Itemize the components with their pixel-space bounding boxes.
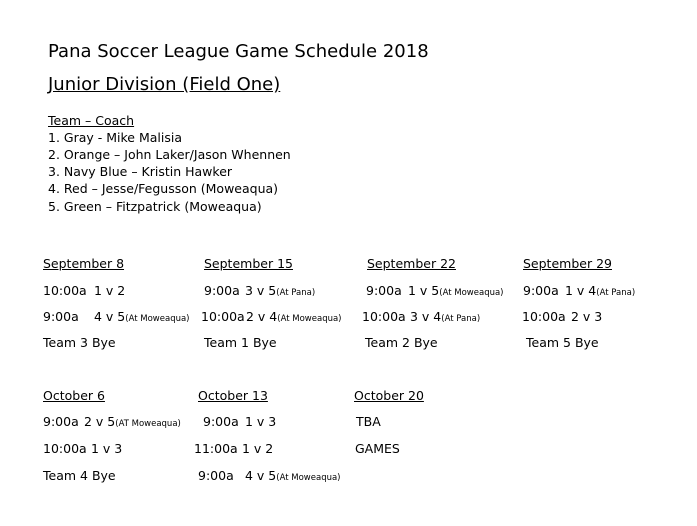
game-match: 2 v 4 — [246, 309, 278, 324]
game-line — [94, 311, 190, 324]
game-match: 1 v 3 — [91, 441, 123, 456]
game-time: 9:00a — [523, 283, 559, 298]
team-item: 5. Green – Fitzpatrick (Moweaqua) — [48, 199, 262, 214]
game-time: 9:00a — [204, 283, 240, 298]
game-time: 10:00a — [522, 309, 566, 324]
game-match: 3 v 4 — [410, 309, 442, 324]
game-time: 9:00a — [203, 414, 239, 429]
game-time: 10:00a — [201, 309, 245, 324]
game-match: 1 v 5 — [408, 283, 440, 298]
page-title: Pana Soccer League Game Schedule 2018 — [48, 41, 429, 62]
game-match: TBA — [356, 414, 381, 429]
game-time: 10:00a — [43, 441, 87, 456]
week-date: October 13 — [198, 388, 268, 403]
week-date: September 8 — [43, 256, 125, 271]
game-time: 9:00a — [366, 283, 402, 298]
game-location: (At Pana) — [276, 288, 316, 298]
game-time: 9:00a — [43, 414, 79, 429]
game-line — [245, 470, 341, 483]
team-item: 4. Red – Jesse/Fegusson (Moweaqua) — [48, 181, 279, 196]
teams-header: Team – Coach — [48, 113, 135, 128]
game-match: 1 v 2 — [242, 441, 274, 456]
team-item: 2. Orange – John Laker/Jason Whennen — [48, 147, 291, 162]
week-date: October 20 — [354, 388, 424, 403]
team-item: 3. Navy Blue – Kristin Hawker — [48, 164, 233, 179]
game-match: GAMES — [355, 441, 400, 456]
division-subtitle: Junior Division (Field One) — [48, 74, 281, 95]
game-line — [565, 285, 635, 298]
bye-team: Team 2 Bye — [365, 335, 438, 350]
week-date: October 6 — [43, 388, 105, 403]
game-location: (AT Moweaqua) — [115, 419, 181, 429]
game-time: 11:00a — [194, 441, 238, 456]
bye-team: Team 1 Bye — [204, 335, 277, 350]
bye-team: Team 3 Bye — [43, 335, 116, 350]
game-location: (At Moweaqua) — [439, 288, 504, 298]
game-location: (At Moweaqua) — [276, 473, 341, 483]
game-match: 4 v 5 — [245, 468, 277, 483]
game-match: 2 v 5 — [84, 414, 116, 429]
game-line — [245, 285, 315, 298]
game-location: (At Pana) — [596, 288, 636, 298]
game-location: (At Pana) — [441, 314, 481, 324]
game-match: 1 v 4 — [565, 283, 597, 298]
game-location: (At Moweaqua) — [125, 314, 190, 324]
game-line — [84, 416, 181, 429]
week-date: September 22 — [367, 256, 456, 271]
week-date: September 15 — [204, 256, 293, 271]
game-match: 1 v 2 — [94, 283, 126, 298]
team-item: 1. Gray - Mike Malisia — [48, 130, 182, 145]
bye-team: Team 4 Bye — [43, 468, 116, 483]
game-location: (At Moweaqua) — [277, 314, 342, 324]
game-match: 4 v 5 — [94, 309, 126, 324]
game-match: 3 v 5 — [245, 283, 277, 298]
game-line — [246, 311, 342, 324]
game-match: 2 v 3 — [571, 309, 603, 324]
week-date: September 29 — [523, 256, 612, 271]
game-time: 9:00a — [43, 309, 79, 324]
game-time: 10:00a — [43, 283, 87, 298]
game-line — [410, 311, 480, 324]
game-match: 1 v 3 — [245, 414, 277, 429]
bye-team: Team 5 Bye — [526, 335, 599, 350]
game-time: 10:00a — [362, 309, 406, 324]
game-line — [408, 285, 504, 298]
game-time: 9:00a — [198, 468, 234, 483]
